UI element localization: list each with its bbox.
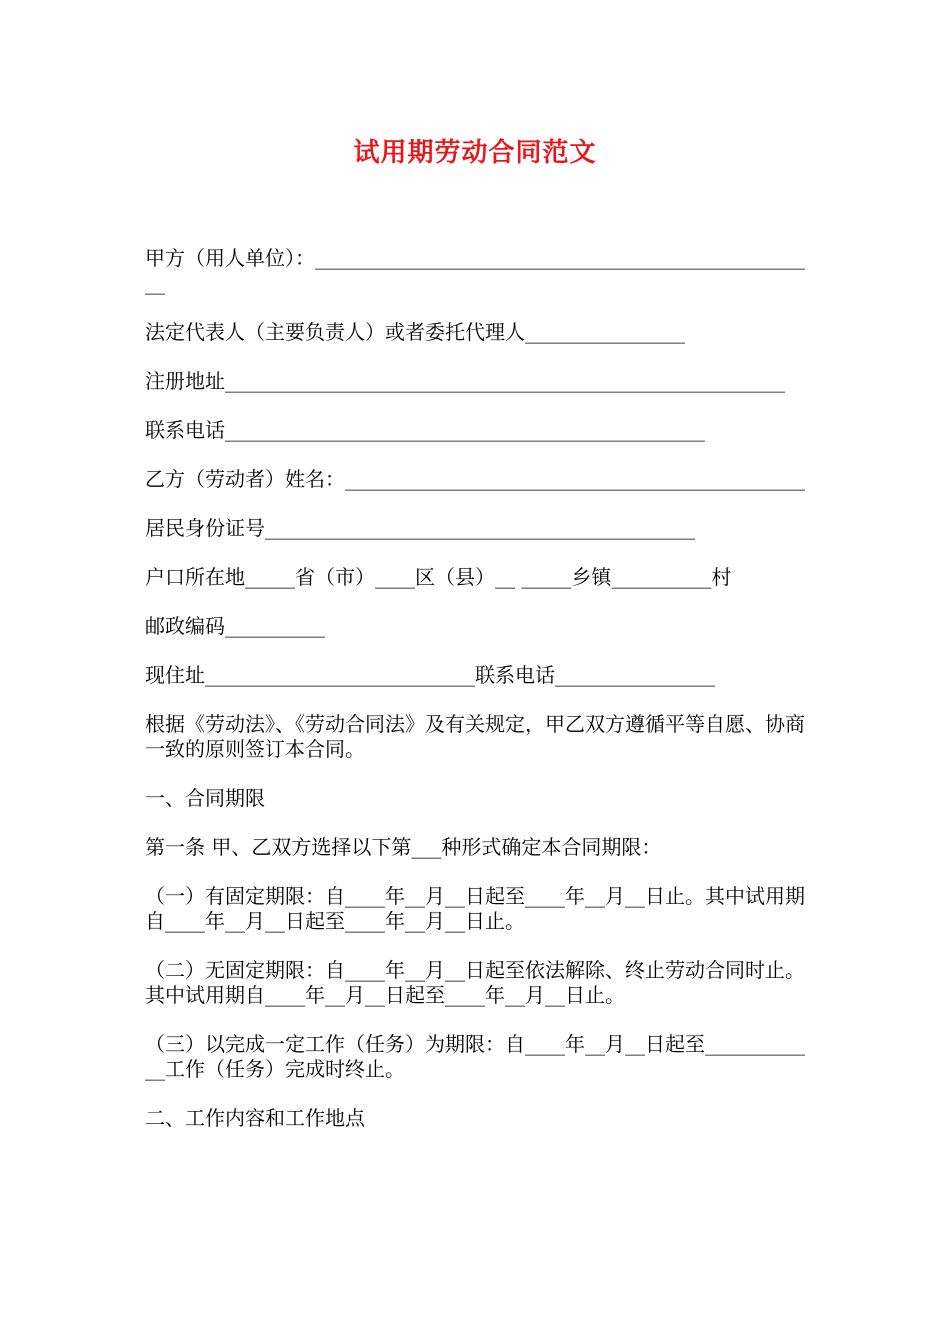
postal-code-line: 邮政编码__________ — [145, 614, 325, 638]
registered-address-line: 注册地址________________________________________________________ — [145, 369, 785, 393]
current-address-line: 现住址___________________________联系电话________________ — [145, 663, 715, 687]
article-one: 第一条 甲、乙双方选择以下第___种形式确定本合同期限： — [145, 835, 662, 859]
legal-representative-line: 法定代表人（主要负责人）或者委托代理人________________ — [145, 320, 685, 344]
party-b-name-line: 乙方（劳动者）姓名：______________________________________________ — [145, 467, 805, 491]
party-a-line: 甲方（用人单位）：___________________________________________________ — [145, 246, 805, 295]
option-open-term: （二）无固定期限：自____年__月__日起至依法解除、终止劳动合同时止。其中试用期自____年__月__日起至____年__月__日止。 — [145, 958, 805, 1007]
contact-phone-line: 联系电话________________________________________________ — [145, 418, 705, 442]
preamble-paragraph: 根据《劳动法》、《劳动合同法》及有关规定，甲乙双方遵循平等自愿、协商一致的原则签订本合同。 — [145, 712, 805, 761]
option-task-term: （三）以完成一定工作（任务）为期限：自____年__月__日起至____________工作（任务）完成时终止。 — [145, 1032, 805, 1081]
id-number-line: 居民身份证号___________________________________________ — [145, 516, 695, 540]
document-body — [145, 246, 807, 1155]
section-heading-term: 一、合同期限 — [145, 786, 265, 810]
household-registration-line: 户口所在地_____省（市）____区（县）__ _____乡镇__________村 — [145, 565, 732, 589]
section-heading-work: 二、工作内容和工作地点 — [145, 1106, 365, 1130]
document-title: 试用期劳动合同范文 — [353, 138, 597, 168]
option-fixed-term: （一）有固定期限：自____年__月__日起至____年__月__日止。其中试用期自____年__月__日起至____年__月__日止。 — [145, 884, 805, 933]
